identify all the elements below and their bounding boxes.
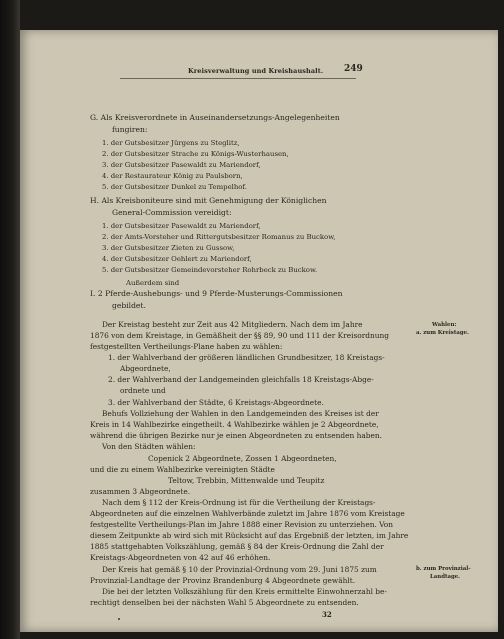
body-line: Behufs Vollziehung der Wahlen in den Landgemeinden des Kreises ist der (102, 409, 379, 418)
list-item: 4. der Restaurateur König zu Paulsborn, (102, 172, 243, 180)
list-item: 2. der Amts-Vorsteher und Rittergutsbesitzer Romanus zu Buckow, (102, 233, 336, 241)
list-item: 3. der Gutsbesitzer Pasewaldt zu Mariendorf, (102, 161, 261, 169)
body-line: Abgeordneten auf die einzelnen Wahlverbände zuletzt im Jahre 1876 vom Kreistage (90, 509, 405, 518)
list-item: 3. der Gutsbesitzer Zieten zu Gussow, (102, 244, 235, 252)
body-line: Abgeordnete, (120, 364, 171, 373)
page-number: 249 (344, 64, 363, 74)
body-line: ordnete und (120, 386, 166, 395)
list-item: 2. der Gutsbesitzer Strache zu Königs-Wusterhausen, (102, 150, 289, 158)
section-i-heading-cont: gebildet. (112, 301, 146, 310)
section-i-heading: I. 2 Pferde-Aushebungs- und 9 Pferde-Musterungs-Commissionen (90, 289, 343, 298)
body-line: Teltow, Trebbin, Mittenwalde und Teupitz (168, 476, 325, 485)
list-item: 1. der Gutsbesitzer Pasewaldt zu Mariendorf, (102, 222, 261, 230)
section-h-heading-cont: General-Commission vereidigt: (112, 208, 232, 217)
signature-mark: 32 (322, 610, 332, 619)
list-item: 5. der Gutsbesitzer Gemeindevorsteher Rohrbeck zu Buckow. (102, 266, 318, 274)
additional-note: Außerdem sind (126, 279, 180, 287)
running-head: Kreisverwaltung und Kreishaushalt. (188, 67, 324, 75)
list-item: 5. der Gutsbesitzer Dunkel zu Tempelhof. (102, 183, 247, 191)
body-line: Kreis in 14 Wahlbezirke eingetheilt. 4 Wahlbezirke wählen je 2 Abgeordnete, (90, 420, 379, 429)
margin-note-landtage: Landtage. (430, 574, 461, 580)
list-item: 4. der Gutsbesitzer Oehlert zu Mariendorf, (102, 255, 252, 263)
body-line: Nach dem § 112 der Kreis-Ordnung ist für die Vertheilung der Kreistags- (102, 498, 376, 507)
body-line: Der Kreis hat gemäß § 10 der Provinzial-Ordnung vom 29. Juni 1875 zum (102, 565, 377, 574)
body-line: Provinzial-Landtage der Provinz Brandenburg 4 Abgeordnete gewählt. (90, 576, 356, 585)
body-line: festgestellte Vertheilungs-Plan im Jahre 1888 einer Revision zu unterziehen. Von (90, 520, 394, 529)
margin-note-wahlen: Wahlen: (432, 322, 457, 328)
ink-spot (118, 618, 120, 620)
body-line: 1885 stattgehabten Volkszählung, gemäß § 84 der Kreis-Ordnung die Zahl der (90, 542, 384, 551)
margin-note-kreistag: a. zum Kreistage. (416, 330, 469, 336)
body-line: 2. der Wahlverband der Landgemeinden gleichfalls 18 Kreistags-Abge- (108, 375, 374, 384)
header-rule (120, 78, 356, 79)
body-line: rechtigt denselben bei der nächsten Wahl 5 Abgeordnete zu entsenden. (90, 598, 359, 607)
body-line: Der Kreistag besteht zur Zeit aus 42 Mitgliedern. Nach dem im Jahre (102, 320, 363, 329)
body-line: Die bei der letzten Volkszählung für den Kreis ermittelte Einwohnerzahl be- (102, 587, 387, 596)
body-line: Kreistags-Abgeordneten von 42 auf 46 erhöhen. (90, 553, 271, 562)
body-line: während die übrigen Bezirke nur je einen Abgeordneten zu entsenden haben. (90, 431, 382, 440)
book-gutter (0, 0, 20, 639)
body-line: 1876 von dem Kreistage, in Gemäßheit der §§ 89, 90 und 111 der Kreisordnung (90, 331, 389, 340)
body-line: 1. der Wahlverband der größeren ländlichen Grundbesitzer, 18 Kreistags- (108, 353, 385, 362)
section-g-heading: G. Als Kreisverordnete in Auseinandersetzungs-Angelegenheiten (90, 113, 340, 122)
body-line: Copenick 2 Abgeordnete, Zossen 1 Abgeordneten, (148, 454, 337, 463)
body-line: Von den Städten wählen: (102, 442, 196, 451)
body-line: und die zu einem Wahlbezirke vereinigten Städte (90, 465, 275, 474)
body-line: zusammen 3 Abgeordnete. (90, 487, 191, 496)
body-line: diesem Zeitpunkte ab wird sich mit Rücksicht auf das Ergebniß der letzten, im Jahre (90, 531, 409, 540)
section-h-heading: H. Als Kreisboniteure sind mit Genehmigung der Königlichen (90, 196, 327, 205)
list-item: 1. der Gutsbesitzer Jürgens zu Steglitz, (102, 139, 240, 147)
margin-note-provinzial: b. zum Provinzial- (416, 566, 471, 572)
section-g-heading-cont: fungiren: (112, 125, 148, 134)
body-line: 3. der Wahlverband der Städte, 6 Kreistags-Abgeordnete. (108, 398, 324, 407)
body-line: festgestellten Vertheilungs-Plane haben zu wählen: (90, 342, 283, 351)
